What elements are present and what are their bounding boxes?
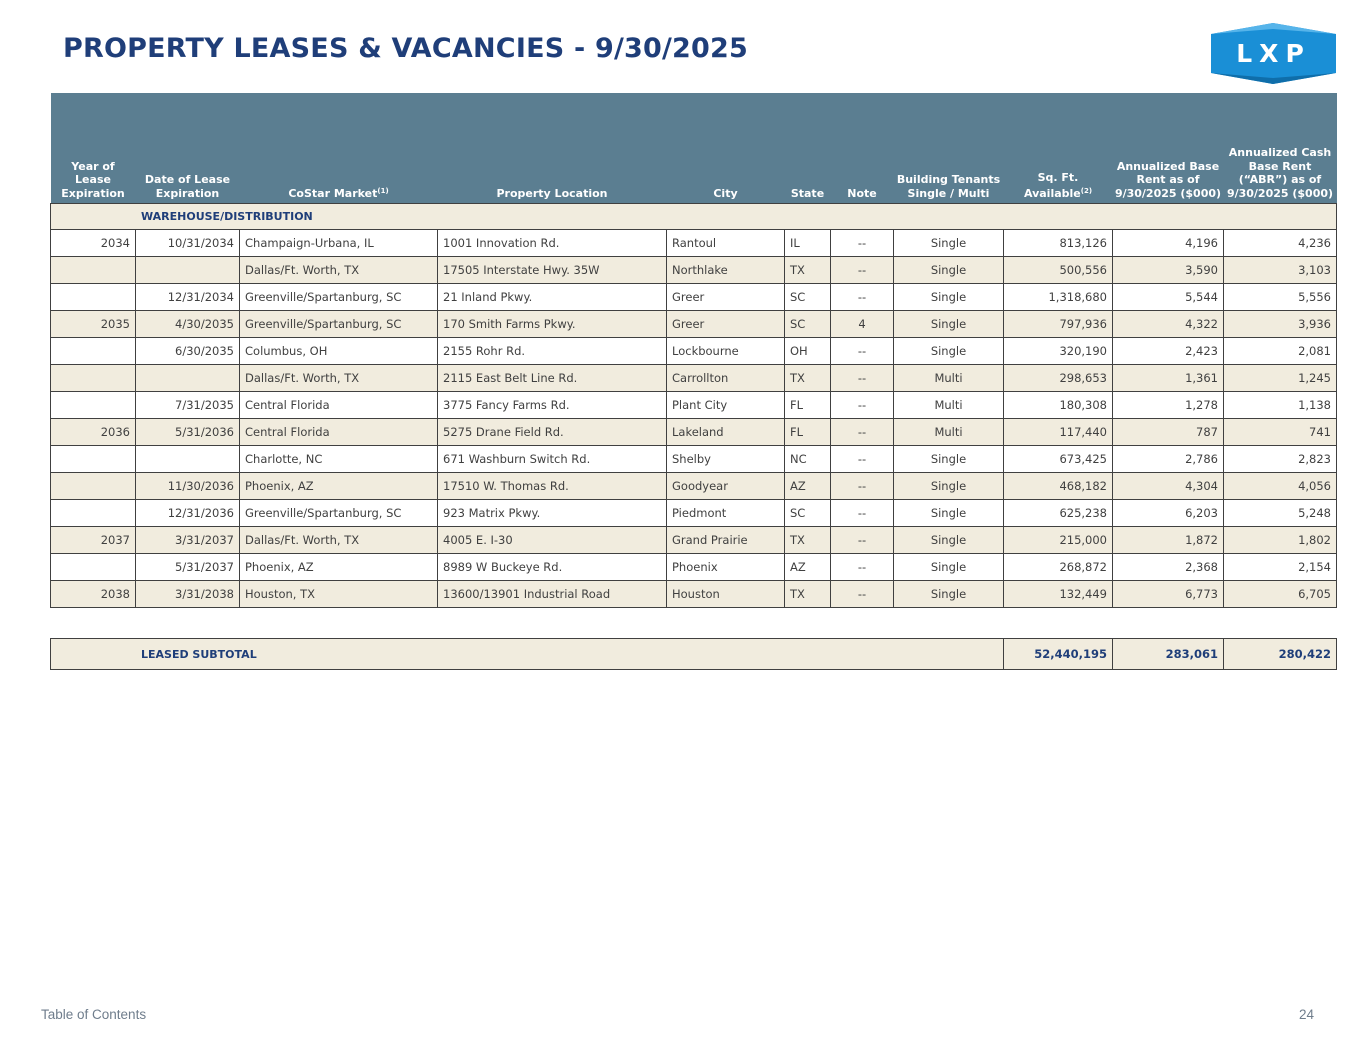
lxp-logo [1211, 23, 1336, 84]
cell-sqft: 625,238 [1004, 500, 1113, 527]
cell-cash-abr: 2,081 [1224, 338, 1337, 365]
cell-city: Carrollton [667, 365, 785, 392]
cell-date: 11/30/2036 [136, 473, 240, 500]
cell-date: 3/31/2037 [136, 527, 240, 554]
table-row [51, 392, 1337, 419]
cell-date: 12/31/2034 [136, 284, 240, 311]
cell-abr: 1,278 [1113, 392, 1224, 419]
table-row [51, 473, 1337, 500]
header-row [51, 93, 1337, 204]
table-row [51, 446, 1337, 473]
cell-state: IL [785, 230, 831, 257]
cell-date [136, 365, 240, 392]
cell-year [51, 338, 136, 365]
cell-location: 170 Smith Farms Pkwy. [438, 311, 667, 338]
logo-text: LXP [1236, 39, 1311, 68]
cell-cash-abr: 3,103 [1224, 257, 1337, 284]
cell-sqft: 132,449 [1004, 581, 1113, 608]
cell-tenants: Single [894, 527, 1004, 554]
cell-cash-abr: 4,236 [1224, 230, 1337, 257]
cell-note: -- [831, 419, 894, 446]
cell-note: -- [831, 284, 894, 311]
cell-abr: 3,590 [1113, 257, 1224, 284]
cell-year [51, 392, 136, 419]
cell-year [51, 446, 136, 473]
cell-abr: 2,786 [1113, 446, 1224, 473]
cell-date: 4/30/2035 [136, 311, 240, 338]
cell-sqft: 320,190 [1004, 338, 1113, 365]
header-note: Note [831, 93, 894, 204]
cell-sqft: 298,653 [1004, 365, 1113, 392]
cell-sqft: 813,126 [1004, 230, 1113, 257]
cell-market: Greenville/Spartanburg, SC [240, 311, 438, 338]
cell-cash-abr: 6,705 [1224, 581, 1337, 608]
cell-location: 923 Matrix Pkwy. [438, 500, 667, 527]
header-state: State [785, 93, 831, 204]
cell-cash-abr: 5,556 [1224, 284, 1337, 311]
cell-location: 2155 Rohr Rd. [438, 338, 667, 365]
subtotal-abr: 283,061 [1113, 639, 1224, 670]
cell-sqft: 180,308 [1004, 392, 1113, 419]
cell-state: NC [785, 446, 831, 473]
header-city: City [667, 93, 785, 204]
table-row [51, 338, 1337, 365]
cell-city: Phoenix [667, 554, 785, 581]
cell-location: 1001 Innovation Rd. [438, 230, 667, 257]
table-row [51, 284, 1337, 311]
cell-cash-abr: 2,154 [1224, 554, 1337, 581]
cell-city: Rantoul [667, 230, 785, 257]
cell-sqft: 500,556 [1004, 257, 1113, 284]
cell-tenants: Single [894, 311, 1004, 338]
table-row [51, 311, 1337, 338]
cell-year: 2034 [51, 230, 136, 257]
cell-cash-abr: 5,248 [1224, 500, 1337, 527]
cell-note: -- [831, 527, 894, 554]
cell-tenants: Single [894, 500, 1004, 527]
cell-state: FL [785, 419, 831, 446]
cell-note: -- [831, 500, 894, 527]
cell-state: SC [785, 311, 831, 338]
cell-date: 3/31/2038 [136, 581, 240, 608]
cell-market: Champaign-Urbana, IL [240, 230, 438, 257]
cell-city: Houston [667, 581, 785, 608]
subtotal-sqft: 52,440,195 [1004, 639, 1113, 670]
cell-location: 21 Inland Pkwy. [438, 284, 667, 311]
page-title: PROPERTY LEASES & VACANCIES - 9/30/2025 [63, 33, 748, 64]
cell-tenants: Single [894, 473, 1004, 500]
cell-sqft: 673,425 [1004, 446, 1113, 473]
cell-cash-abr: 1,245 [1224, 365, 1337, 392]
subtotal-row [51, 639, 1337, 670]
cell-year [51, 257, 136, 284]
cell-market: Central Florida [240, 392, 438, 419]
cell-market: Dallas/Ft. Worth, TX [240, 527, 438, 554]
cell-cash-abr: 2,823 [1224, 446, 1337, 473]
header-sqft [1004, 93, 1113, 204]
cell-city: Lockbourne [667, 338, 785, 365]
cell-state: TX [785, 581, 831, 608]
page-number: 24 [1299, 1007, 1315, 1022]
cell-tenants: Multi [894, 365, 1004, 392]
cell-market: Phoenix, AZ [240, 554, 438, 581]
cell-year: 2037 [51, 527, 136, 554]
cell-date [136, 257, 240, 284]
table-row [51, 500, 1337, 527]
cell-year [51, 554, 136, 581]
header-sqft-footnote: (2) [1080, 186, 1093, 195]
cell-abr: 6,773 [1113, 581, 1224, 608]
cell-year [51, 284, 136, 311]
cell-tenants: Single [894, 338, 1004, 365]
header-sqft-label: Sq. Ft. Available [1023, 171, 1081, 200]
cell-note: -- [831, 338, 894, 365]
cell-date: 5/31/2037 [136, 554, 240, 581]
cell-tenants: Multi [894, 419, 1004, 446]
cell-abr: 1,361 [1113, 365, 1224, 392]
cell-date [136, 446, 240, 473]
cell-city: Shelby [667, 446, 785, 473]
cell-location: 17505 Interstate Hwy. 35W [438, 257, 667, 284]
cell-abr: 4,196 [1113, 230, 1224, 257]
cell-year: 2038 [51, 581, 136, 608]
subtotal-label: LEASED SUBTOTAL [51, 639, 1004, 670]
cell-market: Greenville/Spartanburg, SC [240, 500, 438, 527]
cell-state: SC [785, 500, 831, 527]
table-row [51, 581, 1337, 608]
cell-tenants: Multi [894, 392, 1004, 419]
header-market [240, 93, 438, 204]
cell-state: OH [785, 338, 831, 365]
cell-year [51, 365, 136, 392]
cell-tenants: Single [894, 581, 1004, 608]
lease-table [50, 93, 1337, 608]
table-of-contents-link[interactable]: Table of Contents [41, 1007, 147, 1022]
cell-city: Northlake [667, 257, 785, 284]
cell-note: -- [831, 554, 894, 581]
cell-date: 5/31/2036 [136, 419, 240, 446]
header-location: Property Location [438, 93, 667, 204]
table-row [51, 419, 1337, 446]
cell-location: 2115 East Belt Line Rd. [438, 365, 667, 392]
cell-sqft: 117,440 [1004, 419, 1113, 446]
cell-city: Lakeland [667, 419, 785, 446]
cell-market: Phoenix, AZ [240, 473, 438, 500]
cell-date: 12/31/2036 [136, 500, 240, 527]
cell-abr: 4,322 [1113, 311, 1224, 338]
cell-state: TX [785, 257, 831, 284]
cell-city: Goodyear [667, 473, 785, 500]
cell-year [51, 500, 136, 527]
header-date: Date of Lease Expiration [136, 93, 240, 204]
cell-city: Greer [667, 311, 785, 338]
cell-market: Charlotte, NC [240, 446, 438, 473]
header-tenants: Building Tenants Single / Multi [894, 93, 1004, 204]
cell-tenants: Single [894, 257, 1004, 284]
cell-location: 13600/13901 Industrial Road [438, 581, 667, 608]
cell-state: AZ [785, 554, 831, 581]
cell-cash-abr: 1,138 [1224, 392, 1337, 419]
cell-note: 4 [831, 311, 894, 338]
cell-sqft: 1,318,680 [1004, 284, 1113, 311]
cell-market: Houston, TX [240, 581, 438, 608]
section-label: WAREHOUSE/DISTRIBUTION [51, 204, 1337, 230]
cell-state: FL [785, 392, 831, 419]
cell-note: -- [831, 392, 894, 419]
cell-note: -- [831, 230, 894, 257]
cell-tenants: Single [894, 446, 1004, 473]
cell-abr: 2,368 [1113, 554, 1224, 581]
cell-abr: 5,544 [1113, 284, 1224, 311]
section-row [51, 204, 1337, 230]
cell-sqft: 268,872 [1004, 554, 1113, 581]
cell-sqft: 797,936 [1004, 311, 1113, 338]
cell-city: Piedmont [667, 500, 785, 527]
subtotal-table [50, 638, 1337, 670]
cell-year: 2036 [51, 419, 136, 446]
cell-abr: 6,203 [1113, 500, 1224, 527]
cell-market: Dallas/Ft. Worth, TX [240, 365, 438, 392]
header-market-footnote: (1) [377, 186, 389, 195]
cell-note: -- [831, 446, 894, 473]
cell-tenants: Single [894, 230, 1004, 257]
cell-market: Greenville/Spartanburg, SC [240, 284, 438, 311]
cell-note: -- [831, 257, 894, 284]
cell-state: TX [785, 527, 831, 554]
cell-state: SC [785, 284, 831, 311]
cell-cash-abr: 3,936 [1224, 311, 1337, 338]
cell-location: 671 Washburn Switch Rd. [438, 446, 667, 473]
cell-market: Central Florida [240, 419, 438, 446]
cell-date: 7/31/2035 [136, 392, 240, 419]
cell-abr: 4,304 [1113, 473, 1224, 500]
cell-year [51, 473, 136, 500]
cell-state: AZ [785, 473, 831, 500]
header-market-label: CoStar Market [288, 186, 378, 200]
cell-abr: 1,872 [1113, 527, 1224, 554]
table-row [51, 365, 1337, 392]
cell-cash-abr: 1,802 [1224, 527, 1337, 554]
cell-location: 17510 W. Thomas Rd. [438, 473, 667, 500]
cell-sqft: 215,000 [1004, 527, 1113, 554]
cell-tenants: Single [894, 554, 1004, 581]
table-row [51, 527, 1337, 554]
table-row [51, 230, 1337, 257]
cell-city: Plant City [667, 392, 785, 419]
cell-year: 2035 [51, 311, 136, 338]
header-year: Year of Lease Expiration [51, 93, 136, 204]
cell-city: Greer [667, 284, 785, 311]
cell-city: Grand Prairie [667, 527, 785, 554]
cell-note: -- [831, 581, 894, 608]
cell-state: TX [785, 365, 831, 392]
cell-date: 10/31/2034 [136, 230, 240, 257]
cell-location: 5275 Drane Field Rd. [438, 419, 667, 446]
cell-market: Dallas/Ft. Worth, TX [240, 257, 438, 284]
cell-note: -- [831, 365, 894, 392]
cell-location: 4005 E. I-30 [438, 527, 667, 554]
cell-note: -- [831, 473, 894, 500]
table-row [51, 554, 1337, 581]
cell-cash-abr: 741 [1224, 419, 1337, 446]
cell-location: 8989 W Buckeye Rd. [438, 554, 667, 581]
cell-date: 6/30/2035 [136, 338, 240, 365]
subtotal-cash-abr: 280,422 [1224, 639, 1337, 670]
cell-sqft: 468,182 [1004, 473, 1113, 500]
cell-abr: 2,423 [1113, 338, 1224, 365]
header-abr: Annualized Base Rent as of 9/30/2025 ($000) [1113, 93, 1224, 204]
cell-location: 3775 Fancy Farms Rd. [438, 392, 667, 419]
cell-abr: 787 [1113, 419, 1224, 446]
header-cash-abr: Annualized Cash Base Rent (“ABR”) as of 9/30/2025 ($000) [1224, 93, 1337, 204]
table-row [51, 257, 1337, 284]
cell-market: Columbus, OH [240, 338, 438, 365]
cell-cash-abr: 4,056 [1224, 473, 1337, 500]
cell-tenants: Single [894, 284, 1004, 311]
